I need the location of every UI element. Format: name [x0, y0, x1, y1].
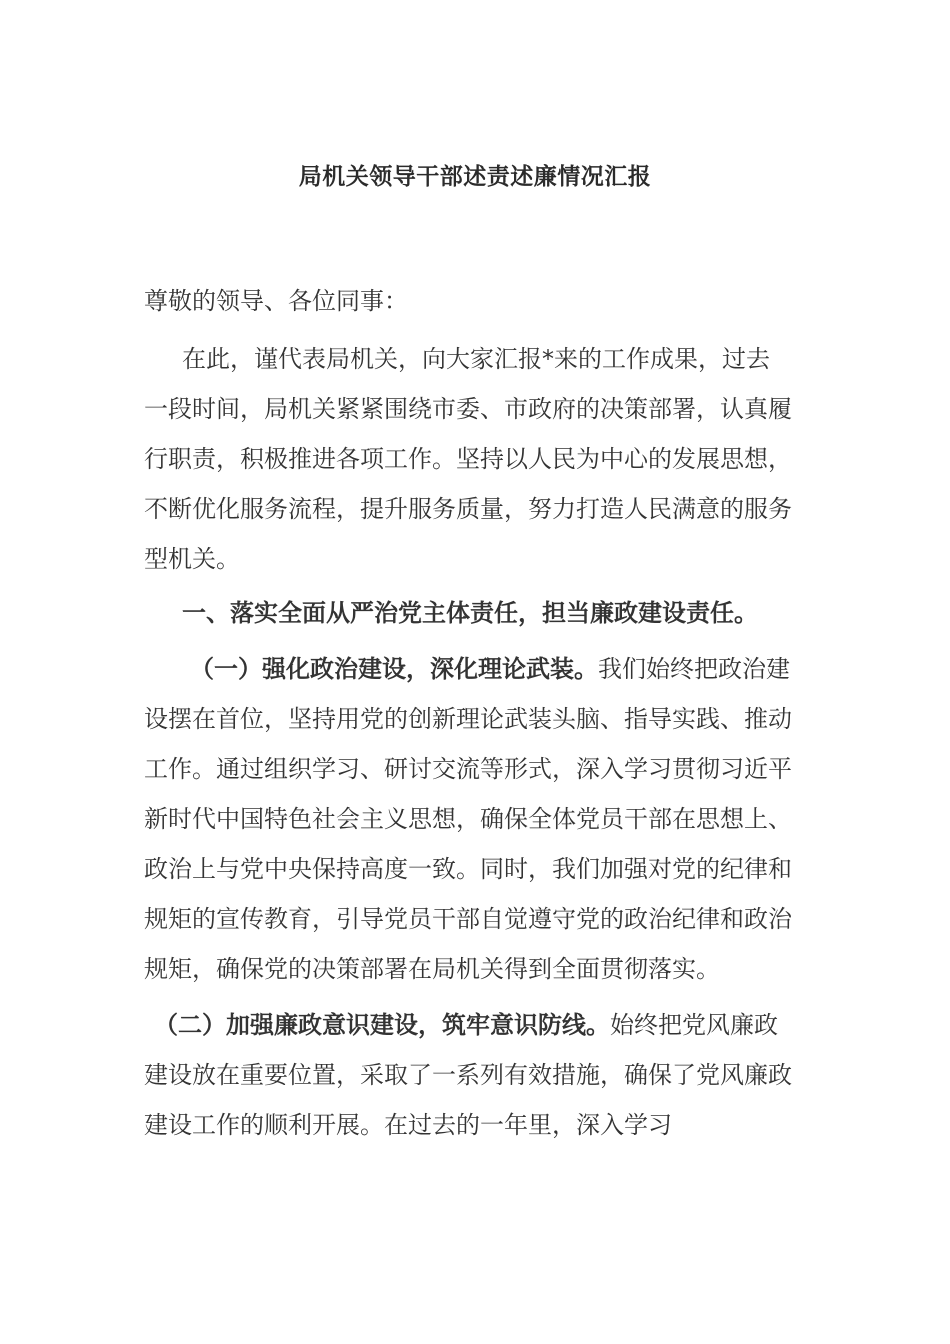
subsection-2-heading: （二）加强廉政意识建设，筑牢意识防线。 [154, 1011, 610, 1039]
intro-paragraph: 在此，谨代表局机关，向大家汇报*来的工作成果，过去一段时间，局机关紧紧围绕市委、市政府的决策部署，认真履行职责，积极推进各项工作。坚持以人民为中心的发展思想，不断优化服务流程，提升服务质量，努力打造人民满意的服务型机关。 [144, 345, 792, 573]
subsection-1-body: 我们始终把政治建设摆在首位，坚持用党的创新理论武装头脑、指导实践、推动工作。通过组织学习、研讨交流等形式，深入学习贯彻习近平新时代中国特色社会主义思想，确保全体党员干部在思想上、政治上与党中央保持高度一致。同时，我们加强对党的纪律和规矩的宣传教育，引导党员干部自觉遵守党的政治纪律和政治规矩，确保党的决策部署在局机关得到全面贯彻落实。 [144, 655, 792, 983]
salutation: 尊敬的领导、各位同事： [144, 287, 408, 315]
subsection-2-body: 始终把党风廉政建设放在重要位置，采取了一系列有效措施，确保了党风廉政建设工作的顺利开展。在过去的一年里，深入学习 [144, 1011, 792, 1139]
subsection-2-paragraph [144, 1000, 792, 1150]
section-1-heading: 一、落实全面从严治党主体责任，担当廉政建设责任。 [182, 599, 758, 627]
document-body [144, 276, 792, 1150]
subsection-1-paragraph [144, 644, 792, 994]
subsection-1-heading: （一）强化政治建设，深化理论武装。 [190, 655, 598, 683]
document-title: 局机关领导干部述责述廉情况汇报 [298, 164, 652, 190]
